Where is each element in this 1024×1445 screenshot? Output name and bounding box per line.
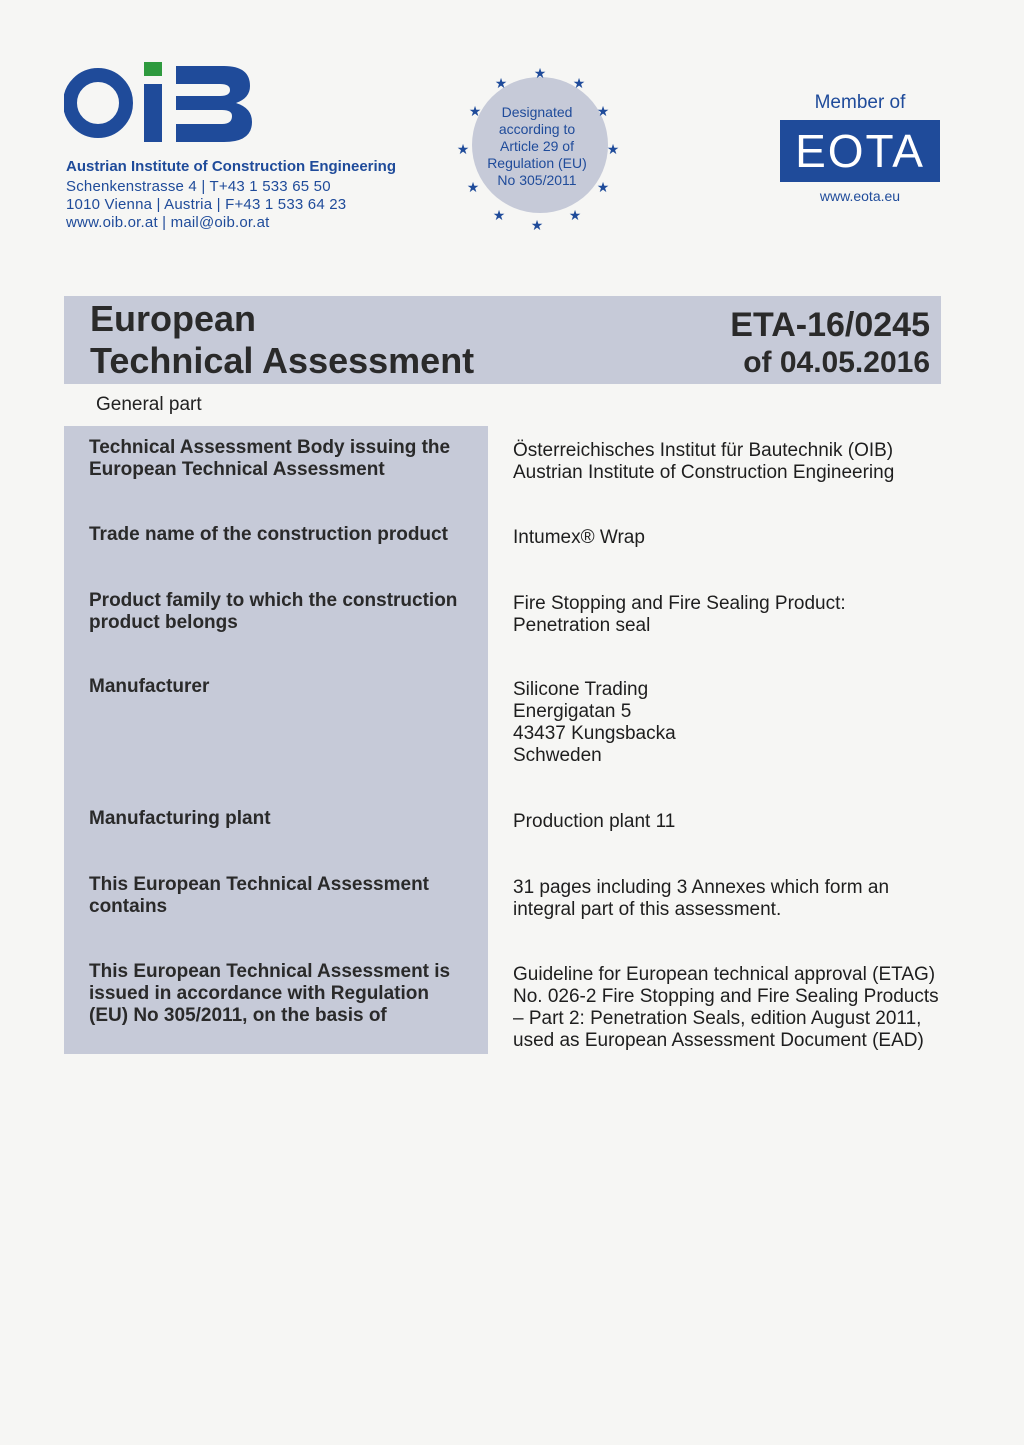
row-label-manufacturer: Manufacturer bbox=[89, 676, 210, 697]
row-value-product-family bbox=[513, 593, 953, 637]
value-line: – Part 2: Penetration Seals, edition August 2011, bbox=[513, 1008, 922, 1029]
value-line: integral part of this assessment. bbox=[513, 899, 782, 920]
org-name: Austrian Institute of Construction Engineering bbox=[66, 158, 396, 175]
value-line: No. 026-2 Fire Stopping and Fire Sealing Products bbox=[513, 986, 939, 1007]
value-line: Production plant 11 bbox=[513, 811, 676, 832]
row-value-assessment-body bbox=[513, 440, 953, 484]
value-line: Intumex® Wrap bbox=[513, 527, 645, 548]
row-label-product-family: Product family to which the construction product belongs bbox=[89, 590, 458, 633]
value-line: Fire Stopping and Fire Sealing Product: bbox=[513, 593, 846, 614]
seal-star: ★ bbox=[606, 142, 620, 158]
seal-line: No 305/2011 bbox=[497, 172, 577, 188]
seal-line: Designated bbox=[501, 104, 573, 120]
member-label: Member of bbox=[814, 92, 906, 113]
seal-star: ★ bbox=[568, 208, 582, 224]
value-line: Österreichisches Institut für Bautechnik (OIB) bbox=[513, 440, 894, 461]
eta-date: of 04.05.2016 bbox=[743, 346, 930, 379]
seal-star: ★ bbox=[572, 76, 586, 92]
seal-text bbox=[470, 104, 604, 189]
eta-number: ETA-16/0245 bbox=[730, 306, 930, 344]
seal-star: ★ bbox=[456, 142, 470, 158]
value-line: Silicone Trading bbox=[513, 679, 649, 700]
seal-star: ★ bbox=[468, 104, 482, 120]
section-heading: General part bbox=[96, 394, 202, 415]
row-label-assessment-body: Technical Assessment Body issuing the European Technical Assessment bbox=[89, 437, 451, 480]
row-value-basis bbox=[513, 964, 953, 1052]
seal-star: ★ bbox=[533, 66, 547, 82]
value-line: 43437 Kungsbacka bbox=[513, 723, 676, 744]
address-line-1: Schenkenstrasse 4 | T+43 1 533 65 50 bbox=[66, 178, 331, 195]
label-column bbox=[64, 426, 488, 1054]
row-label-manufacturing-plant: Manufacturing plant bbox=[89, 808, 271, 829]
seal-star: ★ bbox=[466, 180, 480, 196]
eota-url: www.eota.eu bbox=[819, 188, 901, 204]
value-line: used as European Assessment Document (EAD) bbox=[513, 1030, 924, 1051]
seal-line: according to bbox=[498, 121, 576, 137]
value-line: Guideline for European technical approval (ETAG) bbox=[513, 964, 936, 985]
document-title-line1: European bbox=[90, 298, 257, 339]
seal-star: ★ bbox=[596, 104, 610, 120]
row-value-manufacturing-plant bbox=[513, 811, 953, 833]
row-value-contents bbox=[513, 877, 953, 921]
seal-line: Article 29 of bbox=[500, 138, 574, 154]
row-label-contents: This European Technical Assessment contains bbox=[89, 874, 429, 917]
row-value-manufacturer bbox=[513, 679, 953, 767]
seal-star: ★ bbox=[494, 76, 508, 92]
seal-star: ★ bbox=[530, 218, 544, 230]
oib-logo bbox=[64, 60, 254, 146]
value-line: Austrian Institute of Construction Engineering bbox=[513, 462, 895, 483]
seal-star: ★ bbox=[596, 180, 610, 196]
row-value-trade-name bbox=[513, 527, 953, 549]
seal-line: Regulation (EU) bbox=[487, 155, 587, 171]
address-line-3: www.oib.or.at | mail@oib.or.at bbox=[66, 214, 270, 231]
address-line-2: 1010 Vienna | Austria | F+43 1 533 64 23 bbox=[66, 196, 347, 213]
seal-star: ★ bbox=[492, 208, 506, 224]
value-line: 31 pages including 3 Annexes which form an bbox=[513, 877, 890, 898]
value-line: Energigatan 5 bbox=[513, 701, 632, 722]
row-label-trade-name: Trade name of the construction product bbox=[89, 524, 448, 545]
row-label-basis: This European Technical Assessment is issued in accordance with Regulation (EU) No 305/2011, on the basis of bbox=[89, 961, 451, 1026]
value-line: Penetration seal bbox=[513, 615, 651, 636]
value-line: Schweden bbox=[513, 745, 602, 766]
eota-logo-text: EOTA bbox=[795, 125, 925, 177]
document-title-line2: Technical Assessment bbox=[90, 340, 475, 381]
